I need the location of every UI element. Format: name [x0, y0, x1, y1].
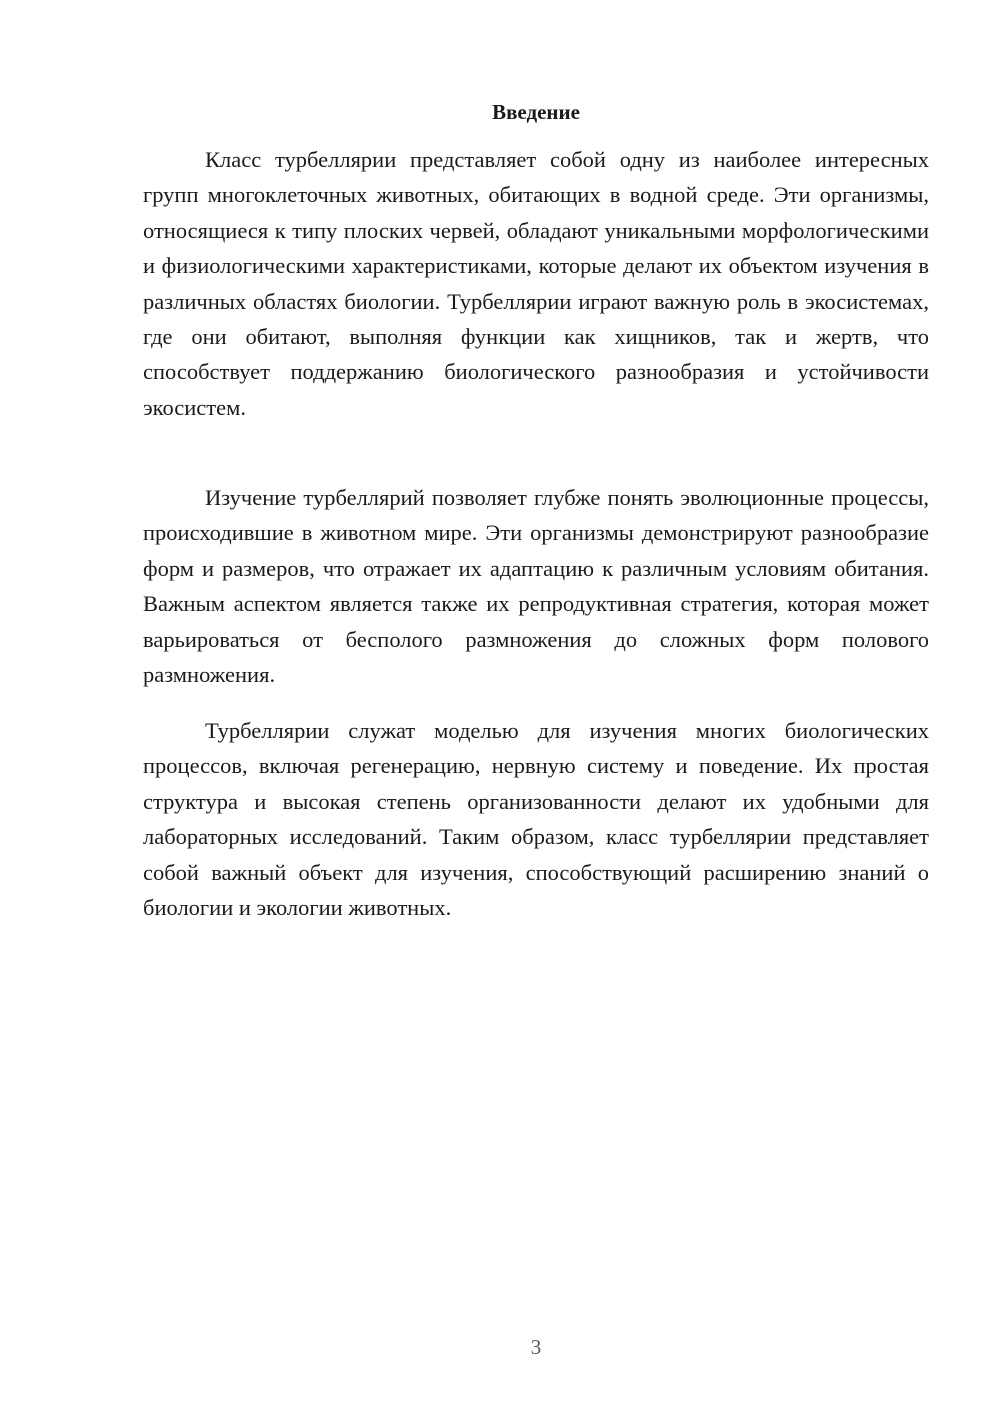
paragraph-3: Турбеллярии служат моделью для изучения многих биологических процессов, включая регенерацию, нервную систему и поведение. Их простая структура и высокая степень организованности делают их удобными для лабораторных исследований. Таким образом, класс турбеллярии представляет собой важный объект для изучения, способствующий расширению знаний о биологии и экологии животных.: [143, 718, 929, 921]
paragraph-2: Изучение турбеллярий позволяет глубже понять эволюционные процессы, происходившие в животном мире. Эти организмы демонстрируют разнообразие форм и размеров, что отражает их адаптацию к различным условиям обитания. Важным аспектом является также их репродуктивная стратегия, которая может варьироваться от бесполого размножения до сложных форм полового размножения.: [143, 485, 929, 688]
paragraph-1: Класс турбеллярии представляет собой одну из наиболее интересных групп многоклеточных животных, обитающих в водной среде. Эти организмы, относящиеся к типу плоских червей, обладают уникальными морфологическими и физиологическими характеристиками, которые делают их объектом изучения в различных областях биологии. Турбеллярии играют важную роль в экосистемах, где они обитают, выполняя функции как хищников, так и жертв, что способствует поддержанию биологического разнообразия и устойчивости экосистем.: [143, 147, 929, 420]
section-title: Введение: [492, 100, 580, 124]
page-number: 3: [530, 1335, 542, 1359]
